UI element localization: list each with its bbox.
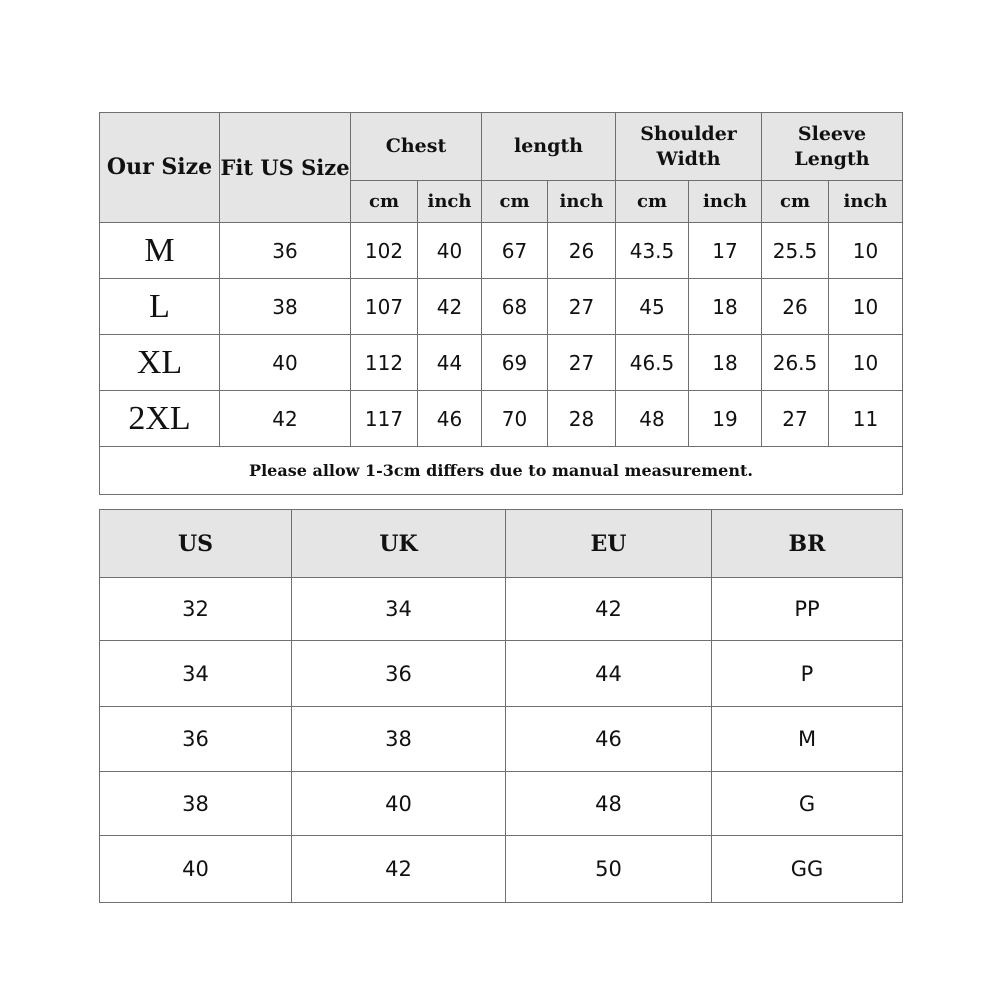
header-eu: EU bbox=[506, 510, 712, 578]
us-cell: 32 bbox=[100, 578, 292, 641]
header-br: BR bbox=[712, 510, 903, 578]
us-size-cell: 36 bbox=[220, 223, 351, 279]
shoulder-cm-cell: 45 bbox=[616, 279, 689, 335]
us-cell: 34 bbox=[100, 641, 292, 707]
uk-cell: 34 bbox=[292, 578, 506, 641]
shoulder-cm-cell: 48 bbox=[616, 391, 689, 447]
us-size-cell: 38 bbox=[220, 279, 351, 335]
length-cm-cell: 69 bbox=[482, 335, 548, 391]
header-sleeve-length bbox=[762, 113, 903, 181]
shoulder-inch-cell: 19 bbox=[689, 391, 762, 447]
header-shoulder-width-text: Shoulder Width bbox=[640, 122, 737, 170]
table-row bbox=[100, 223, 903, 279]
eu-cell: 42 bbox=[506, 578, 712, 641]
chest-cm-cell: 107 bbox=[351, 279, 418, 335]
us-size-cell: 42 bbox=[220, 391, 351, 447]
header-length: length bbox=[482, 113, 616, 181]
length-cm-cell: 68 bbox=[482, 279, 548, 335]
unit-length-cm: cm bbox=[482, 181, 548, 223]
eu-cell: 50 bbox=[506, 836, 712, 903]
length-cm-cell: 67 bbox=[482, 223, 548, 279]
table-row bbox=[100, 391, 903, 447]
header-fit-us-size: Fit US Size bbox=[220, 113, 351, 223]
unit-chest-inch: inch bbox=[418, 181, 482, 223]
us-cell: 36 bbox=[100, 707, 292, 772]
uk-cell: 36 bbox=[292, 641, 506, 707]
table-row bbox=[100, 772, 903, 836]
length-inch-cell: 26 bbox=[548, 223, 616, 279]
us-cell: 38 bbox=[100, 772, 292, 836]
chest-inch-cell: 46 bbox=[418, 391, 482, 447]
sleeve-cm-cell: 27 bbox=[762, 391, 829, 447]
br-cell: PP bbox=[712, 578, 903, 641]
table-row bbox=[100, 836, 903, 903]
size-label: 2XL bbox=[100, 391, 220, 447]
sleeve-inch-cell: 10 bbox=[829, 223, 903, 279]
header-shoulder-width bbox=[616, 113, 762, 181]
size-label: M bbox=[100, 223, 220, 279]
sleeve-cm-cell: 26 bbox=[762, 279, 829, 335]
chest-inch-cell: 44 bbox=[418, 335, 482, 391]
size-label: L bbox=[100, 279, 220, 335]
table-row bbox=[100, 335, 903, 391]
shoulder-cm-cell: 46.5 bbox=[616, 335, 689, 391]
table-row bbox=[100, 279, 903, 335]
eu-cell: 48 bbox=[506, 772, 712, 836]
length-inch-cell: 27 bbox=[548, 335, 616, 391]
us-size-cell: 40 bbox=[220, 335, 351, 391]
shoulder-inch-cell: 17 bbox=[689, 223, 762, 279]
header-uk: UK bbox=[292, 510, 506, 578]
unit-sleeve-inch: inch bbox=[829, 181, 903, 223]
chest-inch-cell: 42 bbox=[418, 279, 482, 335]
chest-inch-cell: 40 bbox=[418, 223, 482, 279]
chest-cm-cell: 112 bbox=[351, 335, 418, 391]
sleeve-inch-cell: 10 bbox=[829, 335, 903, 391]
sleeve-cm-cell: 26.5 bbox=[762, 335, 829, 391]
shoulder-cm-cell: 43.5 bbox=[616, 223, 689, 279]
eu-cell: 46 bbox=[506, 707, 712, 772]
shoulder-inch-cell: 18 bbox=[689, 279, 762, 335]
chest-cm-cell: 117 bbox=[351, 391, 418, 447]
br-cell: G bbox=[712, 772, 903, 836]
header-us: US bbox=[100, 510, 292, 578]
br-cell: P bbox=[712, 641, 903, 707]
chest-cm-cell: 102 bbox=[351, 223, 418, 279]
sleeve-inch-cell: 11 bbox=[829, 391, 903, 447]
measurement-note: Please allow 1-3cm differs due to manual measurement. bbox=[100, 447, 903, 495]
unit-shoulder-inch: inch bbox=[689, 181, 762, 223]
uk-cell: 40 bbox=[292, 772, 506, 836]
unit-length-inch: inch bbox=[548, 181, 616, 223]
uk-cell: 42 bbox=[292, 836, 506, 903]
sleeve-cm-cell: 25.5 bbox=[762, 223, 829, 279]
uk-cell: 38 bbox=[292, 707, 506, 772]
unit-sleeve-cm: cm bbox=[762, 181, 829, 223]
eu-cell: 44 bbox=[506, 641, 712, 707]
table-row bbox=[100, 641, 903, 707]
unit-chest-cm: cm bbox=[351, 181, 418, 223]
us-cell: 40 bbox=[100, 836, 292, 903]
header-chest: Chest bbox=[351, 113, 482, 181]
unit-shoulder-cm: cm bbox=[616, 181, 689, 223]
length-inch-cell: 28 bbox=[548, 391, 616, 447]
br-cell: M bbox=[712, 707, 903, 772]
size-conversion-table bbox=[99, 509, 903, 903]
shoulder-inch-cell: 18 bbox=[689, 335, 762, 391]
table-row bbox=[100, 707, 903, 772]
table-row bbox=[100, 578, 903, 641]
sleeve-inch-cell: 10 bbox=[829, 279, 903, 335]
length-inch-cell: 27 bbox=[548, 279, 616, 335]
length-cm-cell: 70 bbox=[482, 391, 548, 447]
size-label: XL bbox=[100, 335, 220, 391]
br-cell: GG bbox=[712, 836, 903, 903]
header-our-size: Our Size bbox=[100, 113, 220, 223]
header-sleeve-length-text: Sleeve Length bbox=[794, 122, 870, 170]
size-chart-table bbox=[99, 112, 903, 495]
